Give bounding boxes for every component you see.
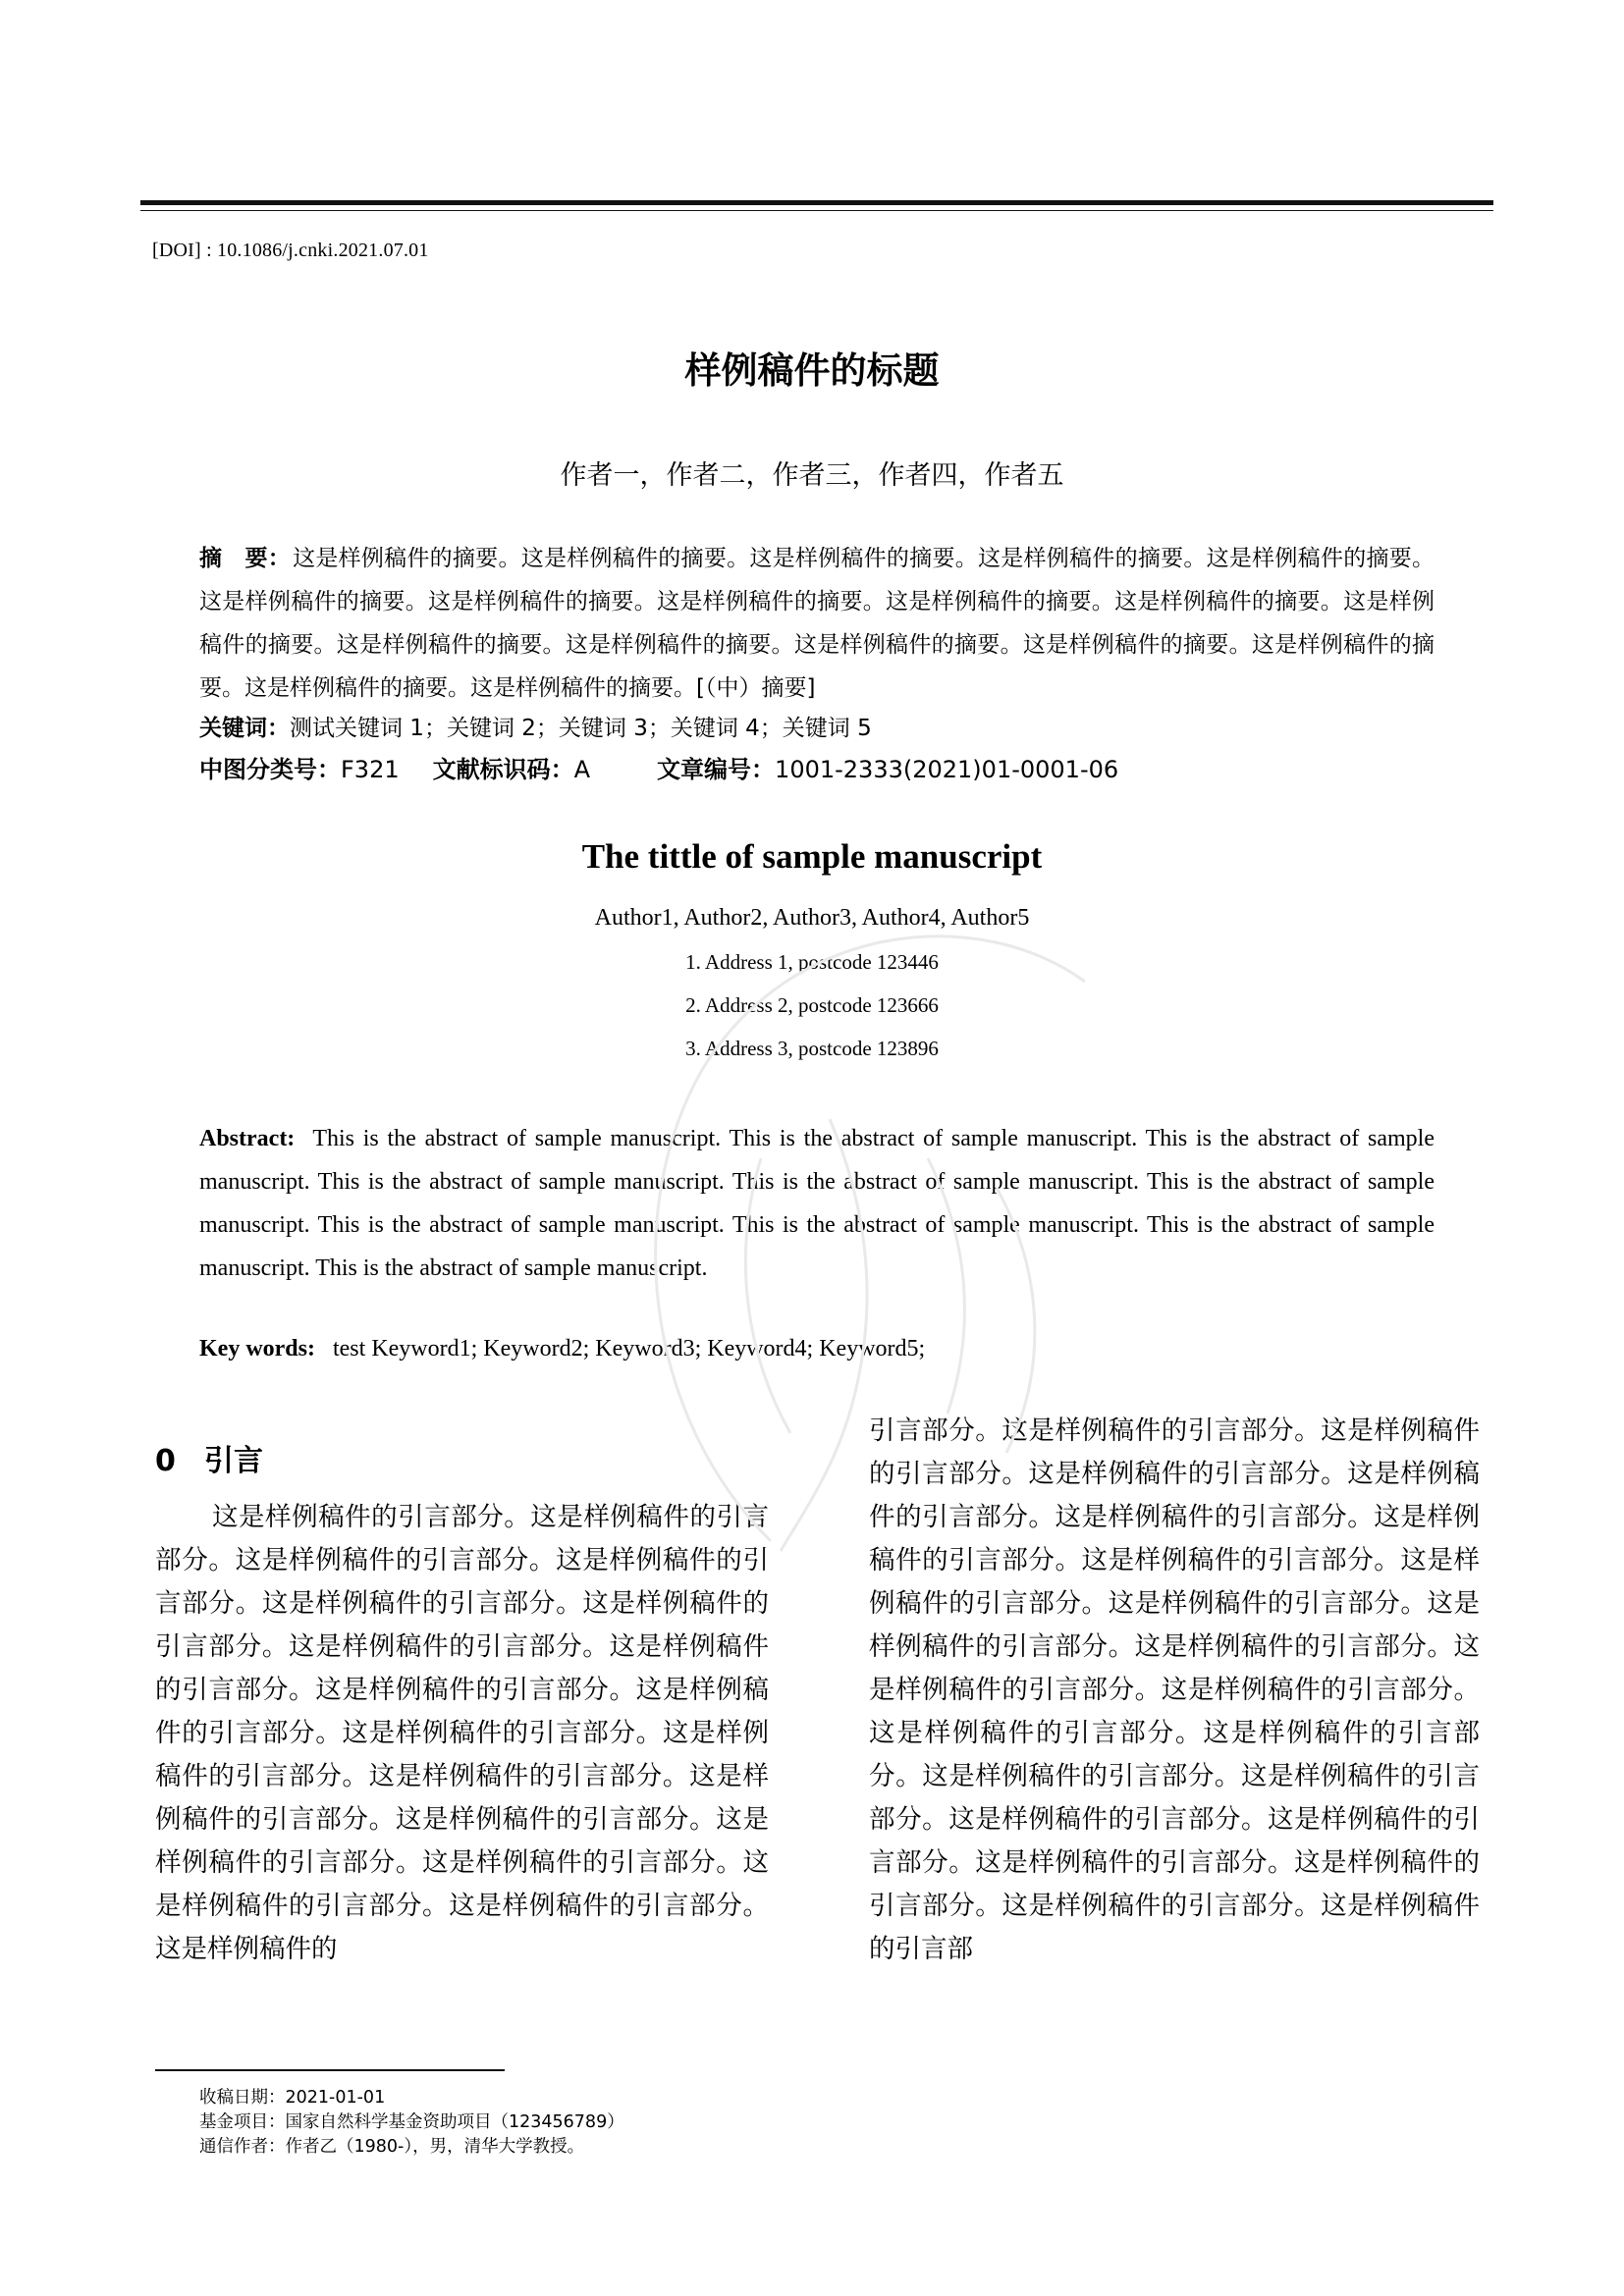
footnote-fund: 基金项目：国家自然科学基金资助项目（123456789） xyxy=(199,2112,624,2132)
keywords-en xyxy=(199,1329,1435,1368)
authors-cn: 作者一，作者二，作者三，作者四，作者五 xyxy=(560,460,1064,491)
authors-en: Author1, Author2, Author3, Author4, Author5 xyxy=(594,905,1030,931)
doc-code-label: 文献标识码： xyxy=(432,756,574,783)
doi-line: [DOI] : 10.1086/j.cnki.2021.07.01 xyxy=(152,240,429,261)
footnote-rule xyxy=(155,2069,505,2071)
header-rule-thick xyxy=(140,200,1493,205)
classification-line xyxy=(199,750,1435,789)
abstract-en-label: Abstract: xyxy=(199,1126,296,1151)
abstract-cn-text: 这是样例稿件的摘要。这是样例稿件的摘要。这是样例稿件的摘要。这是样例稿件的摘要。这是样例稿件的摘要。这是样例稿件的摘要。这是样例稿件的摘要。这是样例稿件的摘要。这是样例稿件的摘要。这是样例稿件的摘要。这是样例稿件的摘要。这是样例稿件的摘要。这是样例稿件的摘要。这是样例稿件的摘要。这是样例稿件的摘要。这是样例稿件的摘要。这是样例稿件的摘要。这是样例稿件的摘要。[（中）摘要] xyxy=(199,546,1435,701)
page-title-en: The tittle of sample manuscript xyxy=(581,837,1043,876)
doc-code-value: A xyxy=(573,756,591,783)
keywords-en-text: test Keyword1; Keyword2; Keyword3; Keyword4; Keyword5; xyxy=(332,1336,926,1362)
footnote-corresponding: 通信作者：作者乙（1980-），男，清华大学教授。 xyxy=(199,2137,585,2157)
keywords-cn-label: 关键词： xyxy=(199,716,290,741)
page-title-cn: 样例稿件的标题 xyxy=(684,349,940,392)
article-no-label: 文章编号： xyxy=(657,756,776,783)
body-right-column: 引言部分。这是样例稿件的引言部分。这是样例稿件的引言部分。这是样例稿件的引言部分。这是样例稿件的引言部分。这是样例稿件的引言部分。这是样例稿件的引言部分。这是样例稿件的引言部分。这是样例稿件的引言部分。这是样例稿件的引言部分。这是样例稿件的引言部分。这是样例稿件的引言部分。这是样例稿件的引言部分。这是样例稿件的引言部分。这是样例稿件的引言部分。这是样例稿件的引言部分。这是样例稿件的引言部分。这是样例稿件的引言部分。这是样例稿件的引言部分。这是样例稿件的引言部分。这是样例稿件的引言部分。这是样例稿件的引言部分。这是样例稿件的引言部分。这是样例稿件的引言部 xyxy=(869,1415,1480,1964)
clc-value: F321 xyxy=(341,756,400,783)
abstract-en-text: This is the abstract of sample manuscript. This is the abstract of sample manuscript. This is the abstract of sample manuscript. This is the abstract of sample manuscript. This is the abstract of sample manuscript. This is the abstract of sample manuscript. This is the abstract of sample manuscript. This is the abstract of sample manuscript. This is the abstract of sample manuscript. This is the abstract of sample manuscript. xyxy=(199,1126,1435,1281)
section-title: 引言 xyxy=(204,1444,263,1478)
keywords-cn xyxy=(199,709,1435,748)
footnotes xyxy=(199,2086,624,2160)
section-heading xyxy=(155,1436,263,1479)
address-1: 1. Address 1, postcode 123446 xyxy=(685,950,939,974)
keywords-en-label: Key words: xyxy=(199,1336,315,1362)
footnote-received: 收稿日期：2021-01-01 xyxy=(199,2088,386,2108)
keywords-cn-text: 测试关键词 1；关键词 2；关键词 3；关键词 4；关键词 5 xyxy=(290,716,872,741)
abstract-cn-label: 摘 要： xyxy=(199,546,292,571)
article-no-value: 1001-2333(2021)01-0001-06 xyxy=(775,756,1119,783)
address-2: 2. Address 2, postcode 123666 xyxy=(685,993,939,1017)
abstract-en xyxy=(199,1117,1435,1290)
abstract-cn xyxy=(199,537,1435,710)
address-3: 3. Address 3, postcode 123896 xyxy=(685,1037,939,1060)
body-left-column: 这是样例稿件的引言部分。这是样例稿件的引言部分。这是样例稿件的引言部分。这是样例稿件的引言部分。这是样例稿件的引言部分。这是样例稿件的引言部分。这是样例稿件的引言部分。这是样例稿件的引言部分。这是样例稿件的引言部分。这是样例稿件的引言部分。这是样例稿件的引言部分。这是样例稿件的引言部分。这是样例稿件的引言部分。这是样例稿件的引言部分。这是样例稿件的引言部分。这是样例稿件的引言部分。这是样例稿件的引言部分。这是样例稿件的引言部分。这是样例稿件的引言部分。这是样例稿件的 xyxy=(155,1502,769,1964)
header-rule-thin xyxy=(140,210,1493,211)
section-number: 0 xyxy=(155,1444,176,1478)
clc-label: 中图分类号： xyxy=(199,756,341,783)
